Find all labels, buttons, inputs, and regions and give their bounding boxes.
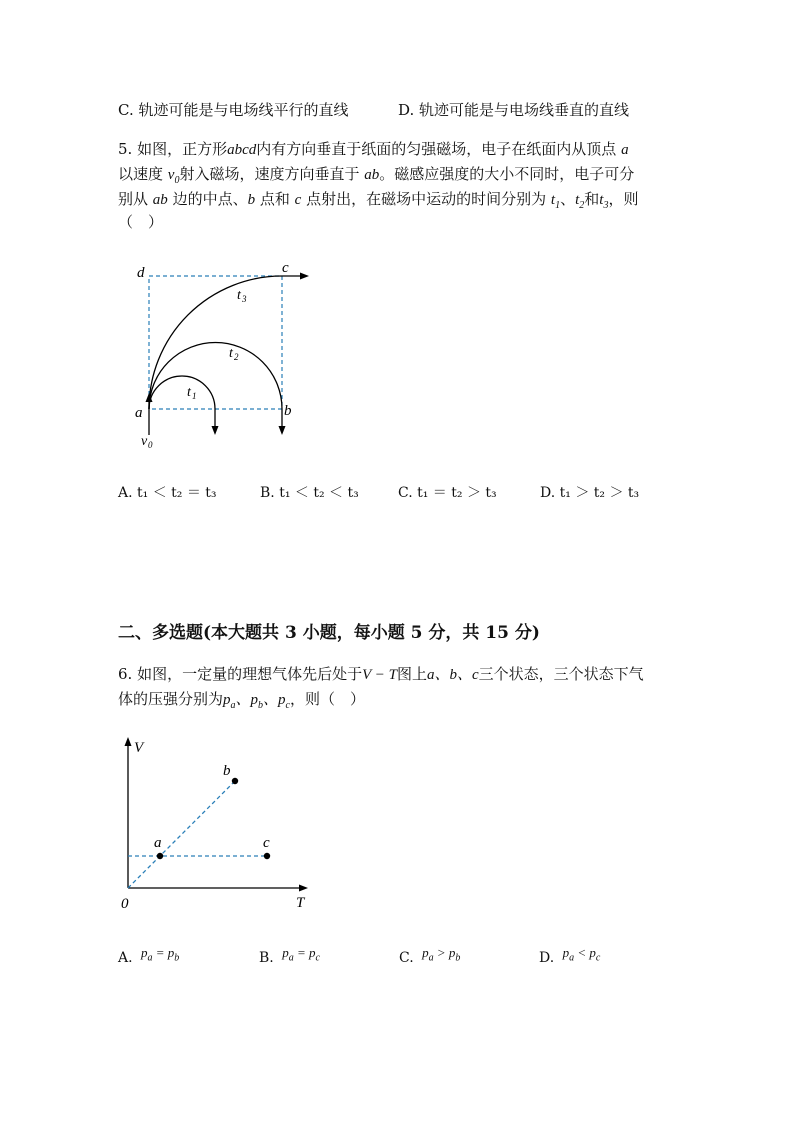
option-formula: $p_a = p_c$: [282, 945, 320, 964]
label-t3-sub: 3: [242, 294, 247, 304]
q6-var-states: a、b、c: [426, 667, 479, 683]
q5-text: 别从: [118, 190, 149, 208]
q5-line-3: 别从 ab 边的中点、b 点和 c 点射出，在磁场中运动的时间分别为 $t_1$、$t_2$和$t_3$，则: [118, 190, 639, 211]
q6-option-d[interactable]: [539, 945, 601, 969]
q6-text: 6. 如图，一定量的理想气体先后处于: [118, 665, 363, 683]
label-v0-sub: 0: [148, 440, 153, 450]
option-letter: C.: [399, 950, 414, 966]
q6-text: 体的压强分别为: [118, 690, 224, 708]
label-v0: v: [141, 434, 148, 449]
line-0-b: [128, 781, 235, 888]
q6-figure: [115, 730, 325, 915]
label-T: T: [296, 895, 305, 911]
q5-option-b[interactable]: B. t₁ ＜ t₂ ＜ t₃: [260, 485, 359, 501]
t2-arrowhead: [279, 426, 286, 435]
q5-text: ，则: [608, 190, 639, 208]
q5-paren: （ ）: [118, 213, 164, 231]
label-b: b: [284, 403, 292, 419]
label-a: a: [135, 405, 143, 421]
q6-line-2: [118, 689, 365, 716]
q5-var-a: a: [621, 142, 629, 158]
q6-option-c[interactable]: [399, 945, 461, 969]
option-formula: $p_a = p_b$: [141, 945, 180, 964]
option-letter: A.: [118, 950, 133, 966]
label-V: V: [134, 740, 144, 756]
q5-var-ab: ab: [152, 192, 168, 208]
q5-text: 边的中点、: [172, 190, 248, 208]
q5-number: 5.: [118, 140, 133, 158]
q5-var-t1: $t_1$: [550, 192, 561, 211]
option-formula: $p_a < p_c$: [562, 945, 601, 964]
q5-var-ab: ab: [364, 167, 380, 183]
q5-text: 射入磁场，速度方向垂直于: [179, 165, 360, 183]
q5-var-b: b: [247, 192, 256, 208]
label-a: a: [154, 835, 162, 851]
t3-arrowhead: [300, 273, 309, 280]
label-t1-sub: 1: [192, 391, 197, 401]
point-c: [264, 853, 270, 859]
q5-text: 点和: [259, 190, 290, 208]
q5-text: 和: [584, 190, 600, 208]
option-letter: B.: [259, 950, 274, 966]
q5-text: 如图，正方形: [137, 140, 228, 158]
point-b: [232, 778, 238, 784]
label-c: c: [282, 260, 289, 276]
q5-text: 。磁感应强度的大小不同时，电子可分: [379, 165, 635, 183]
q6-var-pressures: $p_a$、$p_b$、$p_c$: [223, 692, 290, 711]
label-t2: t: [229, 346, 233, 361]
v-axis-arrowhead: [125, 737, 132, 746]
q5-text: 点射出，在磁场中运动的时间分别为: [306, 190, 547, 208]
q5-line-1: [118, 139, 629, 160]
q6-line-1: [118, 664, 644, 685]
point-a: [157, 853, 163, 859]
q6-option-a[interactable]: [118, 945, 180, 969]
q4-option-c: C. 轨迹可能是与电场线平行的直线: [118, 101, 349, 119]
q5-var-abcd: abcd: [227, 142, 257, 158]
q5-line-2: [118, 164, 634, 191]
t-axis-arrowhead: [299, 885, 308, 892]
label-d: d: [137, 265, 145, 281]
label-b: b: [223, 763, 231, 779]
q5-text: 内有方向垂直于纸面的匀强磁场，电子在纸面内从顶点: [256, 140, 617, 158]
label-t3: t: [237, 288, 241, 303]
option-formula: $p_a > p_b$: [422, 945, 461, 964]
q5-var-t2: $t_2$: [575, 192, 585, 211]
q5-text: 以速度: [118, 165, 164, 183]
q5-var-c: c: [294, 192, 302, 208]
q6-text: ，则（ ）: [290, 690, 366, 708]
q5-option-c[interactable]: C. t₁ ＝ t₂ ＞ t₃: [398, 485, 497, 501]
q4-option-d: D. 轨迹可能是与电场线垂直的直线: [398, 101, 630, 119]
q6-text: 图上: [396, 665, 427, 683]
label-c: c: [263, 835, 270, 851]
t1-arrowhead: [212, 426, 219, 435]
label-origin: 0: [121, 896, 129, 912]
trajectory-t1: [149, 376, 215, 428]
option-letter: D.: [539, 950, 555, 966]
q5-var-t3: $t_3$: [599, 192, 609, 211]
label-t2-sub: 2: [234, 352, 239, 362]
q5-var-v0: $v_0$: [167, 167, 180, 186]
q6-option-b[interactable]: [259, 945, 320, 969]
q6-text: 三个状态，三个状态下气: [478, 665, 644, 683]
section-title: 二、多选题(本大题共 3 小题，每小题 5 分，共 15 分): [118, 623, 540, 643]
q6-var-vt: V − T: [362, 667, 397, 683]
label-t1: t: [187, 385, 191, 400]
q5-figure: [130, 255, 330, 455]
q5-option-d[interactable]: D. t₁ ＞ t₂ ＞ t₃: [540, 485, 640, 501]
q5-option-a[interactable]: A. t₁ ＜ t₂ ＝ t₃: [118, 485, 217, 501]
